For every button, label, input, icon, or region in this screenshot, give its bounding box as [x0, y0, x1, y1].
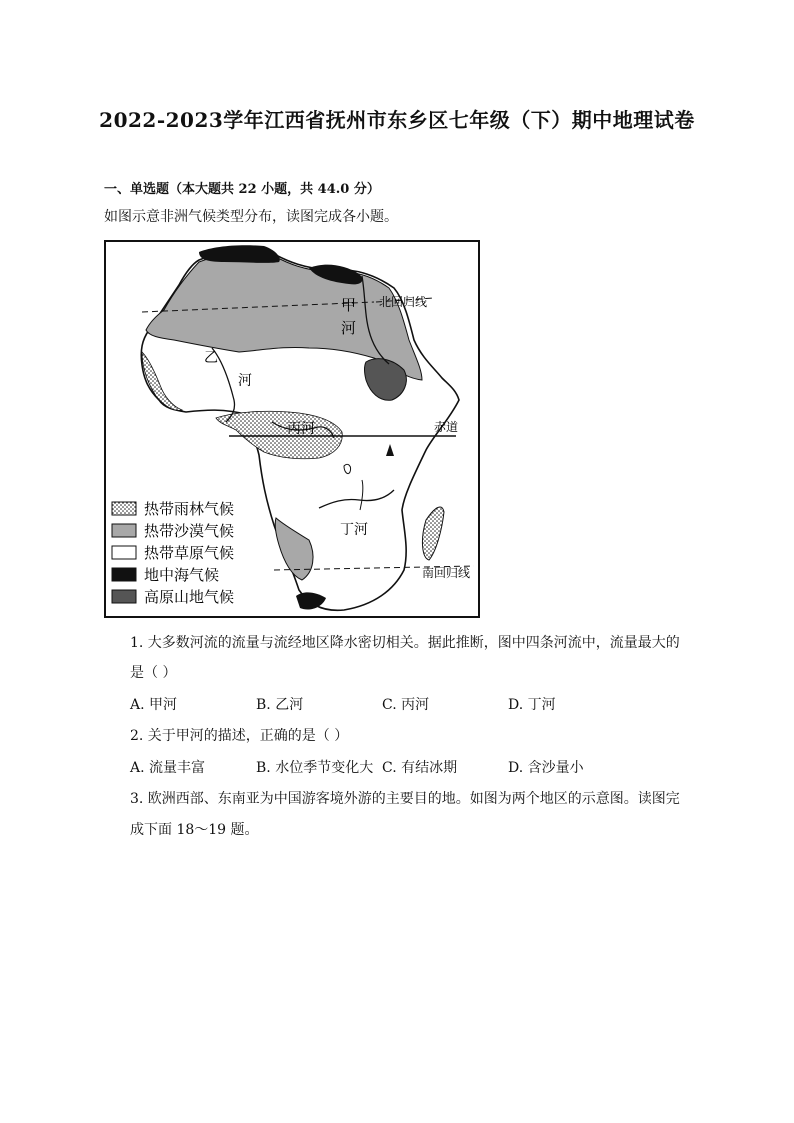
question-2-option-b[interactable]: B. 水位季节变化大 [256, 760, 374, 776]
question-1-option-a[interactable]: A. 甲河 [130, 697, 178, 713]
question-1-text-cont: 是（ ） [130, 665, 177, 681]
legend-swatch-savanna [112, 546, 136, 559]
question-1-text: 1. 大多数河流的流量与流经地区降水密切相关。据此推断，图中四条河流中，流量最大的 [130, 635, 680, 651]
label-yi-2: 河 [238, 373, 252, 389]
question-2-text: 2. 关于甲河的描述，正确的是（ ） [130, 728, 349, 744]
legend-swatch-highland [112, 590, 136, 603]
label-jia-1: 甲 [341, 296, 357, 314]
legend-label-desert: 热带沙漠气候 [144, 522, 235, 540]
question-2-option-d[interactable]: D. 含沙量小 [508, 760, 584, 776]
label-equator: 赤道 [434, 420, 459, 434]
legend-label-rainforest: 热带雨林气候 [144, 500, 235, 518]
legend-label-savanna: 热带草原气候 [144, 544, 235, 562]
question-1-option-d[interactable]: D. 丁河 [508, 697, 556, 713]
label-ding: 丁河 [340, 522, 368, 538]
legend-swatch-desert [112, 524, 136, 537]
question-3-text: 3. 欧洲西部、东南亚为中国游客境外游的主要目的地。如图为两个地区的示意图。读图完 [130, 791, 680, 807]
legend-swatch-mediterranean [112, 568, 136, 581]
question-3-text-cont: 成下面 18～19 题。 [130, 822, 259, 838]
question-2-option-c[interactable]: C. 有结冰期 [382, 760, 458, 776]
label-jia-2: 河 [341, 319, 357, 337]
question-2-option-a[interactable]: A. 流量丰富 [130, 760, 206, 776]
question-1-option-c[interactable]: C. 丙河 [382, 697, 430, 713]
label-tropic-south: 南回归线 [422, 566, 471, 580]
africa-climate-map [104, 240, 480, 618]
label-tropic-north: 北回归线 [379, 295, 428, 309]
legend-label-highland: 高原山地气候 [144, 588, 235, 606]
legend-label-mediterranean: 地中海气候 [144, 566, 220, 584]
label-yi-1: 乙 [204, 350, 218, 366]
label-bing: 丙河 [287, 421, 315, 437]
page-title: 2022-2023学年江西省抚州市东乡区七年级（下）期中地理试卷 [99, 108, 695, 132]
question-1-option-b[interactable]: B. 乙河 [256, 697, 304, 713]
section-heading: 一、单选题（本大题共 22 小题，共 44.0 分） [104, 182, 380, 197]
legend-swatch-rainforest [112, 502, 136, 515]
question-intro: 如图示意非洲气候类型分布，读图完成各小题。 [104, 209, 398, 225]
